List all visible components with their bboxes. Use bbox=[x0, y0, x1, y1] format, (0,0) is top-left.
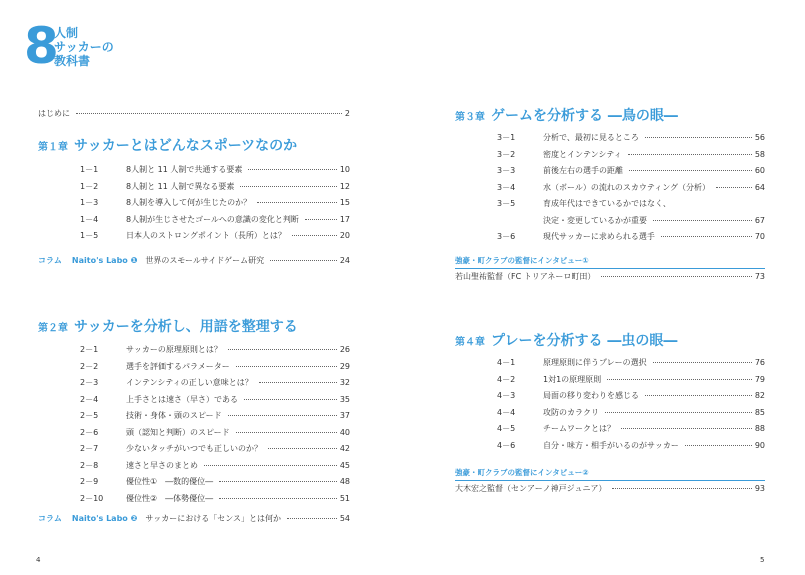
toc-item-number: 3－1 bbox=[497, 133, 516, 142]
toc-item-number: 2－9 bbox=[80, 477, 99, 486]
toc-item[interactable] bbox=[80, 196, 350, 209]
toc-item-page: 60 bbox=[754, 166, 765, 175]
leader-dots bbox=[204, 465, 337, 466]
toc-item-page: 82 bbox=[754, 391, 765, 400]
interview-2-item[interactable] bbox=[455, 482, 765, 495]
toc-item-page: 67 bbox=[754, 215, 765, 225]
toc-item[interactable] bbox=[80, 459, 350, 472]
chapter-label: 第１章 bbox=[38, 142, 68, 153]
toc-item-page: 88 bbox=[754, 424, 765, 433]
chapter-title: サッカーを分析し、用語を整理する bbox=[74, 319, 298, 335]
toc-item-number: 2－1 bbox=[80, 345, 99, 354]
leader-dots bbox=[653, 220, 752, 221]
toc-item-page: 51 bbox=[339, 493, 350, 503]
leader-dots bbox=[685, 445, 752, 446]
leader-dots bbox=[629, 170, 752, 171]
toc-item-number: 4－1 bbox=[497, 358, 516, 367]
toc-item-title: 前後左右の選手の距離 bbox=[543, 166, 623, 175]
toc-item[interactable] bbox=[497, 197, 765, 210]
logo-number: 8 bbox=[24, 17, 59, 75]
toc-item-title: 攻防のカラクリ bbox=[543, 407, 599, 417]
column-label: コラム bbox=[38, 256, 62, 265]
leader-dots bbox=[240, 186, 336, 187]
toc-item[interactable] bbox=[80, 393, 350, 406]
column-2[interactable] bbox=[38, 512, 350, 525]
chapter-2-heading[interactable] bbox=[38, 316, 298, 336]
toc-item-title: 技術・身体・頭のスピード bbox=[126, 411, 222, 420]
toc-item[interactable] bbox=[80, 229, 350, 242]
toc-item-number: 3－5 bbox=[497, 199, 516, 208]
toc-item-title: 若山聖祐監督（FC トリアネーロ町田） bbox=[455, 272, 596, 281]
toc-item[interactable] bbox=[80, 492, 350, 505]
leader-dots bbox=[287, 518, 337, 519]
toc-item-title: はじめに bbox=[38, 109, 70, 118]
toc-item[interactable] bbox=[80, 343, 350, 356]
toc-item[interactable] bbox=[497, 356, 765, 369]
toc-item-page: 37 bbox=[339, 411, 350, 420]
toc-item-number: 1－1 bbox=[80, 165, 99, 174]
leader-dots bbox=[248, 169, 336, 170]
toc-item-title: 決定・変更しているかが重要 bbox=[543, 215, 647, 225]
toc-item[interactable] bbox=[80, 213, 350, 226]
toc-item[interactable] bbox=[80, 376, 350, 389]
toc-item-page: 56 bbox=[754, 133, 765, 142]
toc-item[interactable] bbox=[497, 181, 765, 194]
toc-item-page: 20 bbox=[339, 231, 350, 240]
toc-item-number: 3－2 bbox=[497, 149, 516, 159]
chapter-4-heading[interactable] bbox=[455, 330, 677, 350]
leader-dots bbox=[621, 428, 752, 429]
toc-item-page: 45 bbox=[339, 460, 350, 470]
toc-item-title: 1対1の原理原則 bbox=[543, 374, 602, 384]
toc-item-page: 48 bbox=[339, 477, 350, 486]
toc-item-title: 8人制を導入して何が生じたのか？ bbox=[126, 198, 252, 207]
toc-item-number: 3－6 bbox=[497, 232, 516, 241]
toc-item-title: 選手を評価するパラメーター bbox=[126, 361, 230, 371]
logo-line-3: 教科書 bbox=[54, 54, 91, 68]
toc-item-number: 3－4 bbox=[497, 182, 516, 192]
leader-dots bbox=[645, 137, 752, 138]
toc-item-title: チームワークとは？ bbox=[543, 424, 615, 433]
toc-item-title: 8人制と 11 人制で異なる要素 bbox=[126, 181, 235, 191]
toc-item-title: 水（ボール）の流れのスカウティング（分析） bbox=[543, 182, 711, 192]
toc-item[interactable] bbox=[80, 475, 350, 488]
toc-item-title: 頭（認知と判断）のスピード bbox=[126, 427, 230, 437]
column-brand: Naito's Labo ❶ bbox=[71, 256, 138, 265]
toc-item-number: 2－4 bbox=[80, 394, 99, 404]
toc-item-title: 密度とインテンシティ bbox=[543, 149, 622, 159]
leader-dots bbox=[270, 260, 337, 261]
leader-dots bbox=[716, 187, 752, 188]
toc-item-title: 現代サッカーに求められる選手 bbox=[543, 232, 655, 241]
leader-dots bbox=[236, 366, 337, 367]
logo-line-2: サッカーの bbox=[54, 40, 114, 54]
toc-item-title: 原理原則に伴うプレーの選択 bbox=[543, 358, 647, 367]
toc-item-page: 35 bbox=[339, 394, 350, 404]
leader-dots bbox=[268, 448, 337, 449]
toc-item-page: 2 bbox=[344, 109, 350, 118]
toc-item[interactable] bbox=[80, 180, 350, 193]
toc-item-title: 育成年代はできているかではなく、 bbox=[543, 199, 671, 208]
toc-item-number: 4－3 bbox=[497, 391, 516, 400]
toc-item-title: サッカーにおける「センス」とは何か bbox=[145, 514, 281, 523]
logo-line-1: 人制 bbox=[54, 26, 79, 40]
leader-dots bbox=[628, 154, 752, 155]
toc-item-number: 2－5 bbox=[80, 411, 99, 420]
page-number-left: 4 bbox=[36, 556, 41, 564]
toc-item-number: 2－10 bbox=[80, 493, 104, 503]
toc-item-number: 4－5 bbox=[497, 424, 516, 433]
leader-dots bbox=[228, 349, 337, 350]
toc-item-page: 12 bbox=[339, 181, 350, 191]
toc-item-page: 42 bbox=[339, 444, 350, 453]
toc-item[interactable] bbox=[497, 148, 765, 161]
toc-item-title: 上手さとは速さ（早さ）である bbox=[126, 394, 238, 404]
interview-1-item[interactable] bbox=[455, 270, 765, 283]
toc-item-page: 90 bbox=[754, 440, 765, 450]
toc-item-page: 85 bbox=[754, 407, 765, 417]
toc-item[interactable] bbox=[497, 214, 765, 227]
toc-item-page: 76 bbox=[754, 358, 765, 367]
toc-item-number: 1－4 bbox=[80, 214, 99, 224]
leader-dots bbox=[605, 412, 752, 413]
chapter-label: 第４章 bbox=[455, 337, 485, 348]
column-label: コラム bbox=[38, 514, 62, 523]
leader-dots bbox=[259, 382, 337, 383]
toc-item-page: 40 bbox=[339, 427, 350, 437]
toc-item-page: 15 bbox=[339, 198, 350, 207]
toc-item-number: 1－5 bbox=[80, 231, 99, 240]
toc-item-number: 2－6 bbox=[80, 427, 99, 437]
book-logo bbox=[24, 17, 124, 75]
toc-item-title: 優位性① ―数的優位― bbox=[126, 477, 214, 486]
toc-item[interactable] bbox=[497, 164, 765, 177]
toc-item[interactable] bbox=[497, 389, 765, 402]
toc-item[interactable] bbox=[80, 426, 350, 439]
toc-item-number: 2－8 bbox=[80, 460, 99, 470]
toc-item-title: 世界のスモールサイドゲーム研究 bbox=[145, 256, 265, 265]
leader-dots bbox=[661, 236, 752, 237]
toc-item-title: 少ないタッチがいつでも正しいのか？ bbox=[126, 444, 262, 453]
toc-item-title: 分析で、最初に見るところ bbox=[543, 133, 639, 142]
toc-item-title: 自分・味方・相手がいるのがサッカー bbox=[543, 440, 679, 450]
toc-item-page: 70 bbox=[754, 232, 765, 241]
toc-item[interactable] bbox=[80, 409, 350, 422]
toc-item[interactable] bbox=[497, 422, 765, 435]
toc-item-number: 1－2 bbox=[80, 181, 99, 191]
toc-item-title: 速さと早さのまとめ bbox=[126, 460, 198, 470]
leader-dots bbox=[607, 379, 752, 380]
chapter-1-heading[interactable] bbox=[38, 135, 297, 155]
interview-1-heading: 強豪・町クラブの監督にインタビュー① bbox=[455, 256, 589, 265]
divider bbox=[455, 480, 765, 481]
column-brand: Naito's Labo ❷ bbox=[71, 514, 138, 523]
toc-item-title: サッカーの原理原則とは？ bbox=[126, 345, 222, 354]
toc-item-title: 局面の移り変わりを感じる bbox=[543, 391, 639, 400]
chapter-label: 第２章 bbox=[38, 323, 68, 334]
leader-dots bbox=[219, 498, 337, 499]
toc-item-title: インテンシティの正しい意味とは？ bbox=[126, 378, 253, 387]
toc-item-page: 93 bbox=[754, 484, 765, 493]
leader-dots bbox=[305, 219, 337, 220]
leader-dots bbox=[219, 481, 337, 482]
chapter-title: サッカーとはどんなスポーツなのか bbox=[74, 138, 298, 154]
toc-item-page: 32 bbox=[339, 378, 350, 387]
leader-dots bbox=[612, 488, 751, 489]
leader-dots bbox=[645, 395, 752, 396]
toc-item-number: 3－3 bbox=[497, 166, 516, 175]
toc-item[interactable] bbox=[497, 439, 765, 452]
toc-item-page: 17 bbox=[339, 214, 350, 224]
column-1[interactable] bbox=[38, 254, 350, 267]
toc-item[interactable] bbox=[497, 373, 765, 386]
toc-item-number: 2－7 bbox=[80, 444, 99, 453]
chapter-title: ゲームを分析する ―鳥の眼― bbox=[491, 108, 678, 124]
leader-dots bbox=[228, 415, 337, 416]
toc-item-title: 8人制と 11 人制で共通する要素 bbox=[126, 165, 243, 174]
leader-dots bbox=[244, 399, 337, 400]
leader-dots bbox=[257, 202, 337, 203]
page-number-right: 5 bbox=[760, 556, 765, 564]
toc-intro[interactable] bbox=[38, 107, 350, 120]
toc-item-page: 64 bbox=[754, 182, 765, 192]
toc-item-page: 29 bbox=[339, 361, 350, 371]
toc-item-title: 8人制が生じさせたゴールへの意識の変化と判断 bbox=[126, 214, 299, 224]
leader-dots bbox=[76, 113, 342, 114]
toc-item-number: 2－2 bbox=[80, 361, 99, 371]
toc-item[interactable] bbox=[80, 360, 350, 373]
interview-2-heading: 強豪・町クラブの監督にインタビュー② bbox=[455, 468, 589, 477]
toc-item-number: 4－2 bbox=[497, 374, 516, 384]
leader-dots bbox=[653, 362, 752, 363]
chapter-title: プレーを分析する ―虫の眼― bbox=[491, 333, 678, 349]
toc-item-page: 79 bbox=[754, 374, 765, 384]
toc-item-page: 73 bbox=[754, 272, 765, 281]
toc-item[interactable] bbox=[497, 230, 765, 243]
toc-item-page: 58 bbox=[754, 149, 765, 159]
leader-dots bbox=[292, 235, 337, 236]
toc-item-number: 4－4 bbox=[497, 407, 516, 417]
toc-item-page: 26 bbox=[339, 345, 350, 354]
toc-item-page: 24 bbox=[339, 256, 350, 265]
toc-item-number: 4－6 bbox=[497, 440, 516, 450]
toc-item[interactable] bbox=[80, 163, 350, 176]
chapter-label: 第３章 bbox=[455, 112, 485, 123]
toc-item[interactable] bbox=[497, 131, 765, 144]
toc-item[interactable] bbox=[80, 442, 350, 455]
toc-item-title: 優位性② ―体勢優位― bbox=[126, 493, 214, 503]
leader-dots bbox=[236, 432, 337, 433]
toc-item-number: 1－3 bbox=[80, 198, 99, 207]
toc-item[interactable] bbox=[497, 406, 765, 419]
toc-item-number: 2－3 bbox=[80, 378, 99, 387]
chapter-3-heading[interactable] bbox=[455, 105, 678, 125]
toc-item-page: 54 bbox=[339, 514, 350, 523]
toc-item-title: 大木宏之監督（センアーノ神戸ジュニア） bbox=[455, 484, 607, 493]
leader-dots bbox=[601, 276, 751, 277]
divider bbox=[455, 268, 765, 269]
toc-item-page: 10 bbox=[339, 165, 350, 174]
toc-item-title: 日本人のストロングポイント（長所）とは？ bbox=[126, 231, 286, 240]
